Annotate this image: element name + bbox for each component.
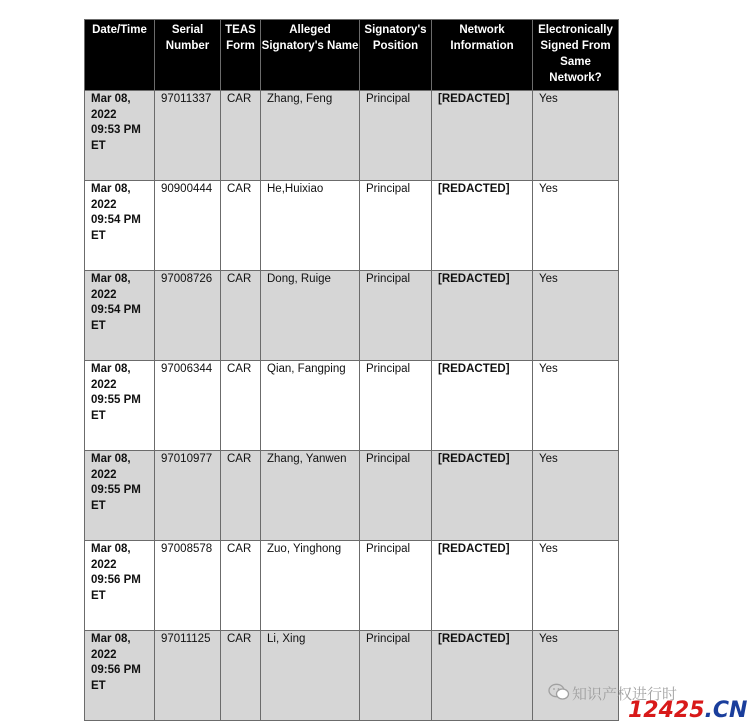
cell-network-information: [REDACTED]	[432, 541, 533, 631]
watermark-domain-number: 12425	[628, 698, 705, 723]
table-row	[85, 91, 619, 181]
cell-date-time: Mar 08, 2022 09:54 PM ET	[85, 271, 155, 361]
header-same-network: Electronically Signed From Same Network?	[533, 20, 619, 91]
header-network-information: Network Information	[432, 20, 533, 91]
cell-same-network: Yes	[533, 271, 619, 361]
cell-date-time: Mar 08, 2022 09:56 PM ET	[85, 631, 155, 721]
cell-signatory-name: Zhang, Yanwen	[261, 451, 360, 541]
cell-serial-number: 97010977	[155, 451, 221, 541]
cell-network-information: [REDACTED]	[432, 631, 533, 721]
cell-teas-form: CAR	[221, 361, 261, 451]
cell-signatory-position: Principal	[360, 541, 432, 631]
cell-signatory-name: He,Huixiao	[261, 181, 360, 271]
cell-same-network: Yes	[533, 451, 619, 541]
cell-teas-form: CAR	[221, 181, 261, 271]
cell-signatory-position: Principal	[360, 181, 432, 271]
header-date-time: Date/Time	[85, 20, 155, 91]
table-row	[85, 271, 619, 361]
table-row	[85, 451, 619, 541]
cell-serial-number: 90900444	[155, 181, 221, 271]
cell-same-network: Yes	[533, 631, 619, 721]
cell-same-network: Yes	[533, 91, 619, 181]
cell-teas-form: CAR	[221, 91, 261, 181]
wechat-icon	[548, 683, 570, 701]
cell-teas-form: CAR	[221, 541, 261, 631]
cell-signatory-name: Li, Xing	[261, 631, 360, 721]
cell-date-time: Mar 08, 2022 09:55 PM ET	[85, 451, 155, 541]
table-row	[85, 361, 619, 451]
cell-serial-number: 97011125	[155, 631, 221, 721]
header-serial-number: Serial Number	[155, 20, 221, 91]
cell-same-network: Yes	[533, 181, 619, 271]
table-header-row	[85, 20, 619, 91]
cell-same-network: Yes	[533, 541, 619, 631]
watermark-domain-tld: .CN	[704, 698, 747, 723]
watermark	[548, 677, 747, 724]
header-signatory-name: Alleged Signatory's Name	[261, 20, 360, 91]
cell-signatory-position: Principal	[360, 631, 432, 721]
cell-teas-form: CAR	[221, 631, 261, 721]
cell-date-time: Mar 08, 2022 09:53 PM ET	[85, 91, 155, 181]
cell-network-information: [REDACTED]	[432, 271, 533, 361]
watermark-text: 知识产权进行时	[572, 685, 678, 703]
cell-signatory-name: Zuo, Yinghong	[261, 541, 360, 631]
cell-same-network: Yes	[533, 361, 619, 451]
signatory-table	[84, 19, 619, 721]
cell-teas-form: CAR	[221, 271, 261, 361]
header-teas-form: TEAS Form	[221, 20, 261, 91]
cell-network-information: [REDACTED]	[432, 91, 533, 181]
table-row	[85, 541, 619, 631]
table-row	[85, 181, 619, 271]
cell-date-time: Mar 08, 2022 09:56 PM ET	[85, 541, 155, 631]
header-signatory-position: Signatory's Position	[360, 20, 432, 91]
watermark-domain	[628, 698, 747, 723]
cell-teas-form: CAR	[221, 451, 261, 541]
cell-date-time: Mar 08, 2022 09:54 PM ET	[85, 181, 155, 271]
cell-signatory-position: Principal	[360, 271, 432, 361]
cell-network-information: [REDACTED]	[432, 451, 533, 541]
cell-signatory-name: Qian, Fangping	[261, 361, 360, 451]
table-row	[85, 631, 619, 721]
cell-serial-number: 97008726	[155, 271, 221, 361]
cell-signatory-position: Principal	[360, 451, 432, 541]
cell-signatory-position: Principal	[360, 361, 432, 451]
cell-serial-number: 97006344	[155, 361, 221, 451]
cell-serial-number: 97008578	[155, 541, 221, 631]
cell-signatory-position: Principal	[360, 91, 432, 181]
cell-network-information: [REDACTED]	[432, 361, 533, 451]
cell-network-information: [REDACTED]	[432, 181, 533, 271]
cell-date-time: Mar 08, 2022 09:55 PM ET	[85, 361, 155, 451]
cell-serial-number: 97011337	[155, 91, 221, 181]
cell-signatory-name: Dong, Ruige	[261, 271, 360, 361]
cell-signatory-name: Zhang, Feng	[261, 91, 360, 181]
